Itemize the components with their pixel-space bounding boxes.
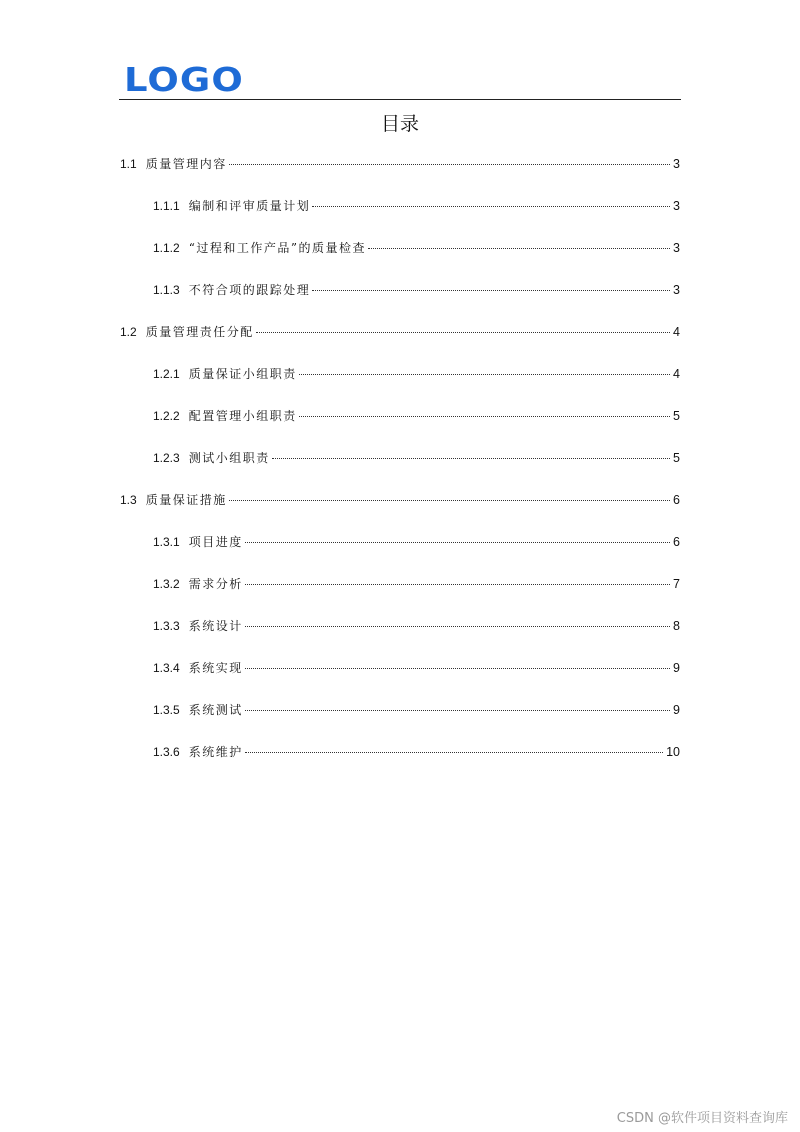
toc-entry-page: 3 [673,241,680,255]
toc-entry-label: 质量管理内容 [145,157,227,171]
toc-entry-1-3[interactable] [120,491,680,509]
toc-entry-1-3-1[interactable] [153,533,680,551]
toc-entry-page: 9 [673,661,680,675]
header-divider [119,99,681,100]
toc-entry-1-2-3[interactable] [153,449,680,467]
dot-leader [245,752,663,753]
toc-entry-page: 4 [673,367,680,381]
toc-entry-page: 3 [673,283,680,297]
toc-entry-1-1[interactable] [120,155,680,173]
toc-entry-label: 不符合项的跟踪处理 [188,283,311,297]
toc-entry-number: 1.2.3 [153,451,180,465]
toc-entry-label: 配置管理小组职责 [188,409,297,423]
toc-entry-label: 质量保证小组职责 [188,367,297,381]
dot-leader [245,626,670,627]
toc-entry-number: 1.2.2 [153,409,180,423]
toc-entry-page: 9 [673,703,680,717]
toc-entry-page: 4 [673,325,680,339]
logo: LOGO [124,60,244,99]
dot-leader [272,458,670,459]
toc-entry-1-3-3[interactable] [153,617,680,635]
toc-entry-label: 系统实现 [188,661,243,675]
toc-entry-number: 1.1.3 [153,283,180,297]
toc-entry-number: 1.1.2 [153,241,180,255]
toc-entry-number: 1.1 [120,157,137,171]
toc-entry-page: 10 [666,745,680,759]
toc-entry-label: 质量保证措施 [145,493,227,507]
dot-leader [245,668,670,669]
toc-entry-number: 1.1.1 [153,199,180,213]
toc-entry-label: 质量管理责任分配 [145,325,254,339]
toc-entry-label: 需求分析 [188,577,243,591]
toc-entry-1-1-1[interactable] [153,197,680,215]
toc-entry-number: 1.3.1 [153,535,180,549]
toc-entry-label: 项目进度 [188,535,243,549]
toc-entry-1-2-2[interactable] [153,407,680,425]
toc-entry-label: 系统设计 [188,619,243,633]
toc-entry-page: 5 [673,451,680,465]
toc-entry-label: 测试小组职责 [188,451,270,465]
toc-entry-page: 6 [673,493,680,507]
toc-entry-1-2[interactable] [120,323,680,341]
dot-leader [245,710,670,711]
toc-entry-number: 1.2.1 [153,367,180,381]
toc-entry-page: 3 [673,199,680,213]
toc-entry-number: 1.3 [120,493,137,507]
toc-entry-page: 6 [673,535,680,549]
toc-entry-label: “过程和工作产品”的质量检查 [188,241,366,255]
toc-entry-label: 系统测试 [188,703,243,717]
watermark: CSDN @软件项目资料查询库 [616,1111,788,1126]
dot-leader [229,164,670,165]
toc-entry-1-3-2[interactable] [153,575,680,593]
toc-entry-1-3-5[interactable] [153,701,680,719]
toc-title: 目录 [380,113,419,135]
toc-entry-page: 7 [673,577,680,591]
toc-entry-number: 1.2 [120,325,137,339]
dot-leader [299,374,670,375]
toc-entry-1-1-2[interactable] [153,239,680,257]
toc-entry-number: 1.3.5 [153,703,180,717]
toc-entry-label: 编制和评审质量计划 [188,199,311,213]
toc-entry-page: 3 [673,157,680,171]
toc-entry-page: 8 [673,619,680,633]
toc-entry-1-2-1[interactable] [153,365,680,383]
toc-entry-number: 1.3.4 [153,661,180,675]
toc-entry-number: 1.3.6 [153,745,180,759]
dot-leader [256,332,670,333]
dot-leader [312,290,670,291]
toc-entry-1-1-3[interactable] [153,281,680,299]
dot-leader [368,248,670,249]
toc-entry-number: 1.3.3 [153,619,180,633]
dot-leader [299,416,670,417]
dot-leader [229,500,670,501]
toc-entry-label: 系统维护 [188,745,243,759]
toc-entry-number: 1.3.2 [153,577,180,591]
dot-leader [312,206,670,207]
dot-leader [245,542,670,543]
dot-leader [245,584,670,585]
toc-entry-1-3-6[interactable] [153,743,680,761]
toc-entry-page: 5 [673,409,680,423]
toc-entry-1-3-4[interactable] [153,659,680,677]
